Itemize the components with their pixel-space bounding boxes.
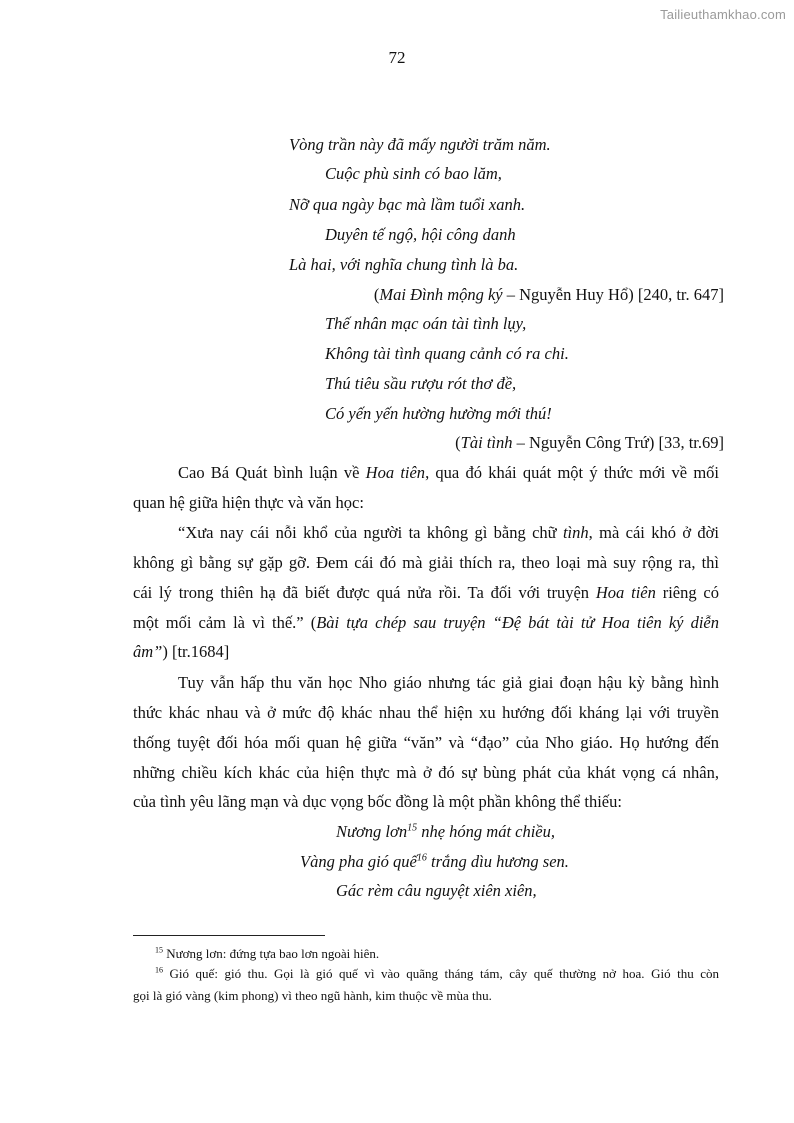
citation-source: – Nguyễn Huy Hổ) [240, tr. 647] [502,285,724,304]
poem-line: Thế nhân mạc oán tài tình lụy, [325,314,527,333]
poem-line: Gác rèm câu nguyệt xiên xiên, [336,881,537,900]
page-number: 72 [388,48,406,67]
paragraph-line: thức khác nhau và ở mức độ khác nhau thể hiện xu hướng đối kháng lại với truyền [133,703,719,722]
quote-line: âm”) [tr.1684] [133,642,230,661]
watermark: Tailieuthamkhao.com [660,7,786,22]
poem-line: Nương lơn$^{15}$ nhẹ hóng mát chiều, [336,822,556,841]
paragraph-line: Cao Bá Quát bình luận về Hoa tiên, qua đó khái quát một ý thức mới về mối [178,463,720,482]
poem-citation: (Tài tình – Nguyễn Công Trứ) [33, tr.69] [455,433,724,452]
paragraph-line: của tình yêu lãng mạn và dục vọng bốc đồng là một phần không thể thiếu: [133,792,622,811]
footnote-16-cont: gọi là gió vàng (kim phong) vì theo ngũ hành, kim thuộc về mùa thu. [133,988,492,1003]
paragraph-line: Tuy vẫn hấp thu văn học Nho giáo nhưng tác giả giai đoạn hậu kỳ bằng hình [178,673,719,692]
quote-line: một mối cảm là vì thế.” (Bài tựa chép sau truyện “Đệ bát tài tử Hoa tiên ký diễn [133,613,719,632]
paragraph-line: quan hệ giữa hiện thực và văn học: [133,493,364,512]
poem-line: Không tài tình quang cảnh có ra chi. [325,344,569,363]
citation-title: Mai Đình mộng ký [379,285,503,304]
paragraph-line: thống tuyệt đối hóa mối quan hệ giữa “văn” và “đạo” của Nho giáo. Họ hướng đến [133,733,719,752]
poem-line: Vòng trần này đã mấy người trăm năm. [289,135,551,154]
poem-line: Cuộc phù sinh có bao lăm, [325,164,502,183]
poem-line: Nỡ qua ngày bạc mà lầm tuổi xanh. [289,195,526,214]
footnote-ref[interactable]: 16 [416,852,427,864]
poem-citation: (Mai Đình mộng ký – Nguyễn Huy Hổ) [240, tr. 647] [373,285,724,304]
poem-line: Có yến yến hường hường mới thú! [325,404,552,423]
citation-source: – Nguyễn Công Trứ) [33, tr.69] [512,433,724,452]
paragraph-line: những chiều kích khác của hiện thực mà ở đó sự bùng phát của khát vọng cá nhân, [133,763,719,782]
footnote-divider [133,935,325,936]
citation-title: Tài tình [460,433,513,452]
footnote-15: $^{15}$ Nương lơn: đứng tựa bao lơn ngoài hiên. [155,945,380,961]
poem-line: Vàng pha gió quế$^{16}$ trắng dìu hương sen. [300,852,569,871]
footnote-ref[interactable]: 15 [407,822,418,834]
quote-line: “Xưa nay cái nỗi khổ của người ta không gì bằng chữ tình, mà cái khó ở đời [178,523,719,542]
poem-line: Là hai, với nghĩa chung tình là ba. [289,255,519,274]
footnote-16: $^{16}$ Gió quế: gió thu. Gọi là gió quế vì vào quãng tháng tám, cây quế thường nở hoa. Gió thu còn [155,965,719,981]
poem-line: Duyên tế ngộ, hội công danh [325,225,516,244]
poem-line: Thú tiêu sầu rượu rót thơ đề, [325,374,517,393]
quote-line: cái lý trong thiên hạ đã biết được quá nửa rồi. Ta đối với truyện Hoa tiên riêng có [133,583,719,602]
quote-line: không gì bằng sự gặp gỡ. Đem cái đó mà giải thích ra, theo loại mà suy rộng ra, thì [133,553,719,572]
